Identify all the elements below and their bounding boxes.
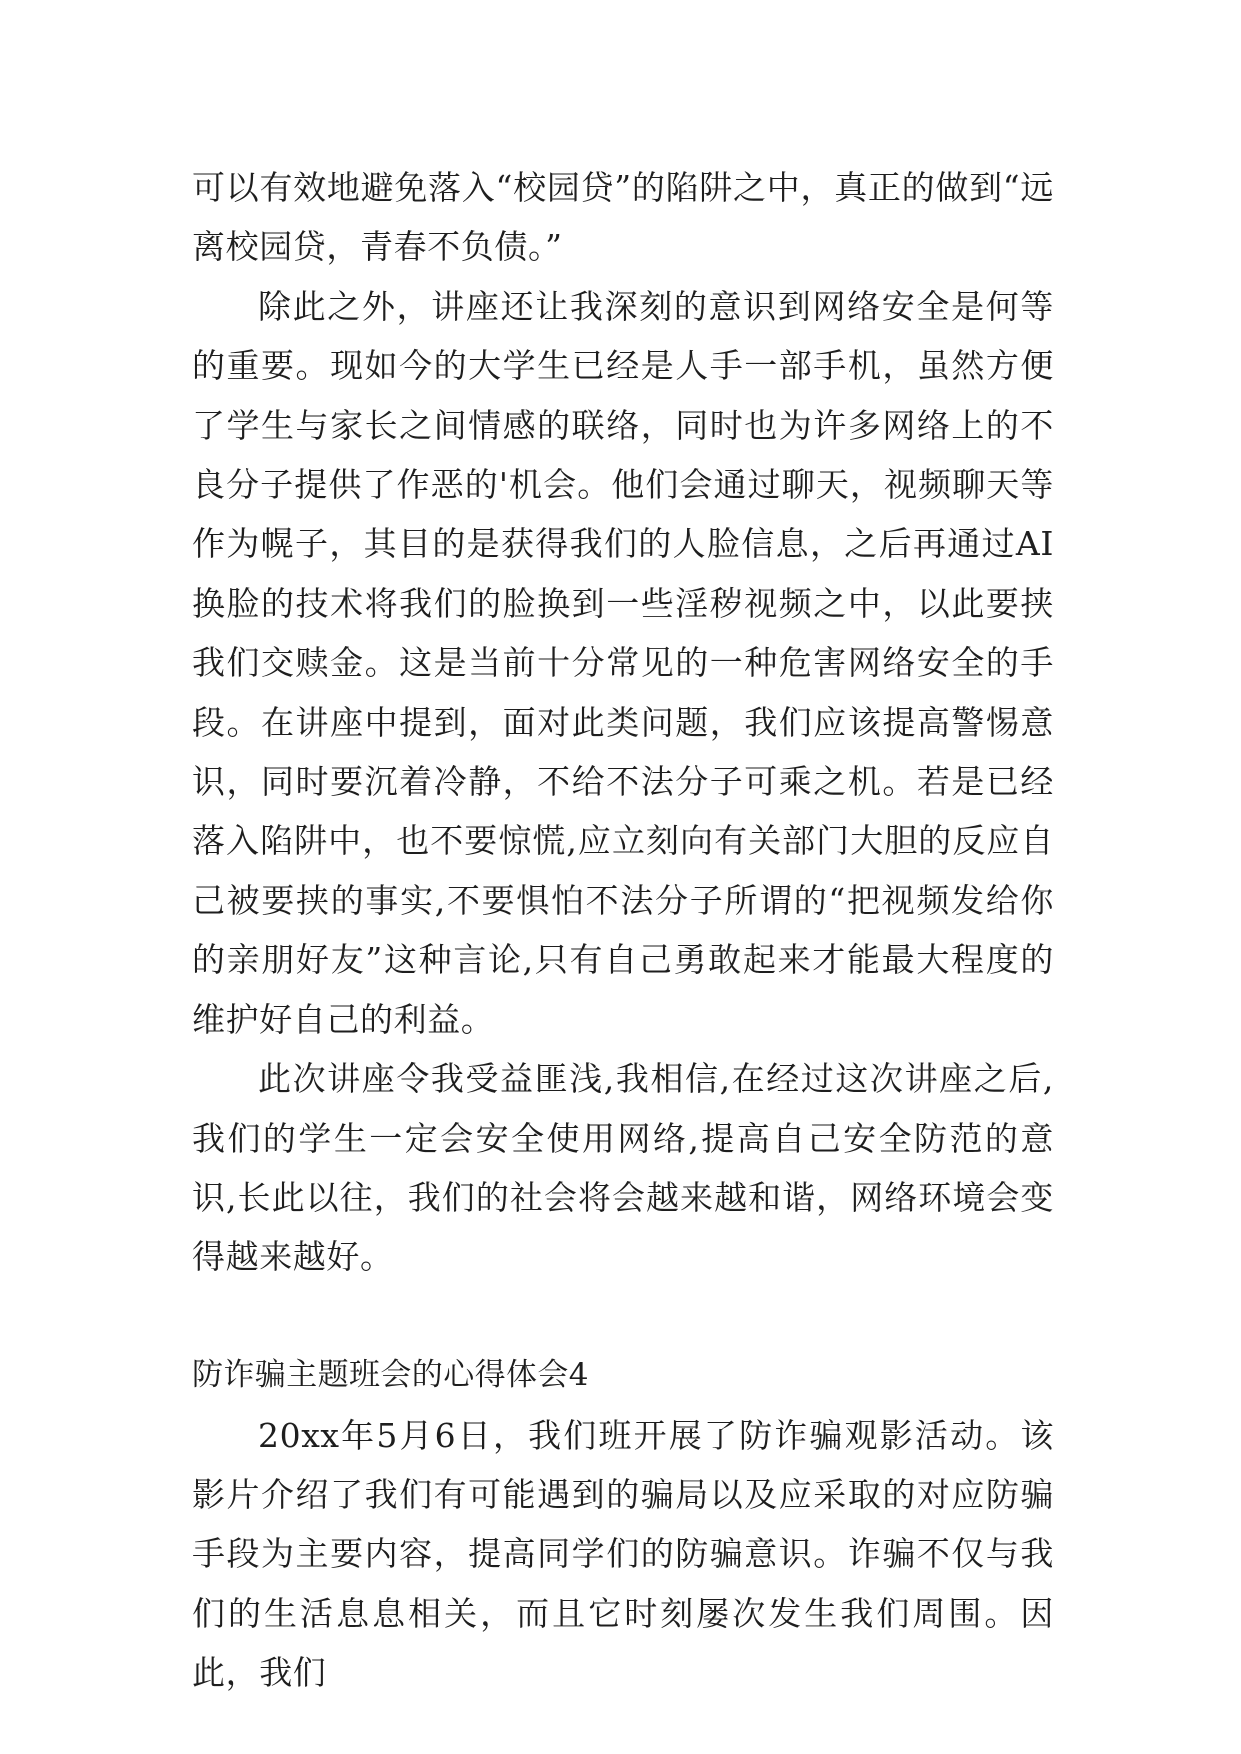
- paragraph-network-safety: 除此之外，讲座还让我深刻的意识到网络安全是何等的重要。现如今的大学生已经是人手一部手机，虽然方便了学生与家长之间情感的联络，同时也为许多网络上的不良分子提供了作恶的'机会。他们会通过聊天，视频聊天等作为幌子，其目的是获得我们的人脸信息，之后再通过AI换脸的技术将我们的脸换到一些淫秽视频之中，以此要挟我们交赎金。这是当前十分常见的一种危害网络安全的手段。在讲座中提到，面对此类问题，我们应该提高警惕意识，同时要沉着冷静，不给不法分子可乘之机。若是已经落入陷阱中，也不要惊慌,应立刻向有关部门大胆的反应自己被要挟的事实,不要惧怕不法分子所谓的“把视频发给你的亲朋好友”这种言论,只有自己勇敢起来才能最大程度的维护好自己的利益。: [192, 286, 1054, 1039]
- section-heading: 防诈骗主题班会的心得体会4: [192, 1357, 589, 1394]
- paragraph-continuation: 可以有效地避免落入“校园贷”的陷阱之中，真正的做到“远离校园贷，青春不负债。”: [192, 168, 1054, 267]
- paragraph-anti-fraud-activity: 20xx年5月6日，我们班开展了防诈骗观影活动。该影片介绍了我们有可能遇到的骗局以及应采取的对应防骗手段为主要内容，提高同学们的防骗意识。诈骗不仅与我们的生活息息相关，而且它时刻屡次发生我们周围。因此，我们: [192, 1415, 1054, 1693]
- document-body: [192, 158, 1054, 1703]
- paragraph-lecture-benefit: 此次讲座令我受益匪浅,我相信,在经过这次讲座之后,我们的学生一定会安全使用网络,提高自己安全防范的意识,长此以往，我们的社会将会越来越和谐，网络环境会变得越来越好。: [192, 1059, 1054, 1277]
